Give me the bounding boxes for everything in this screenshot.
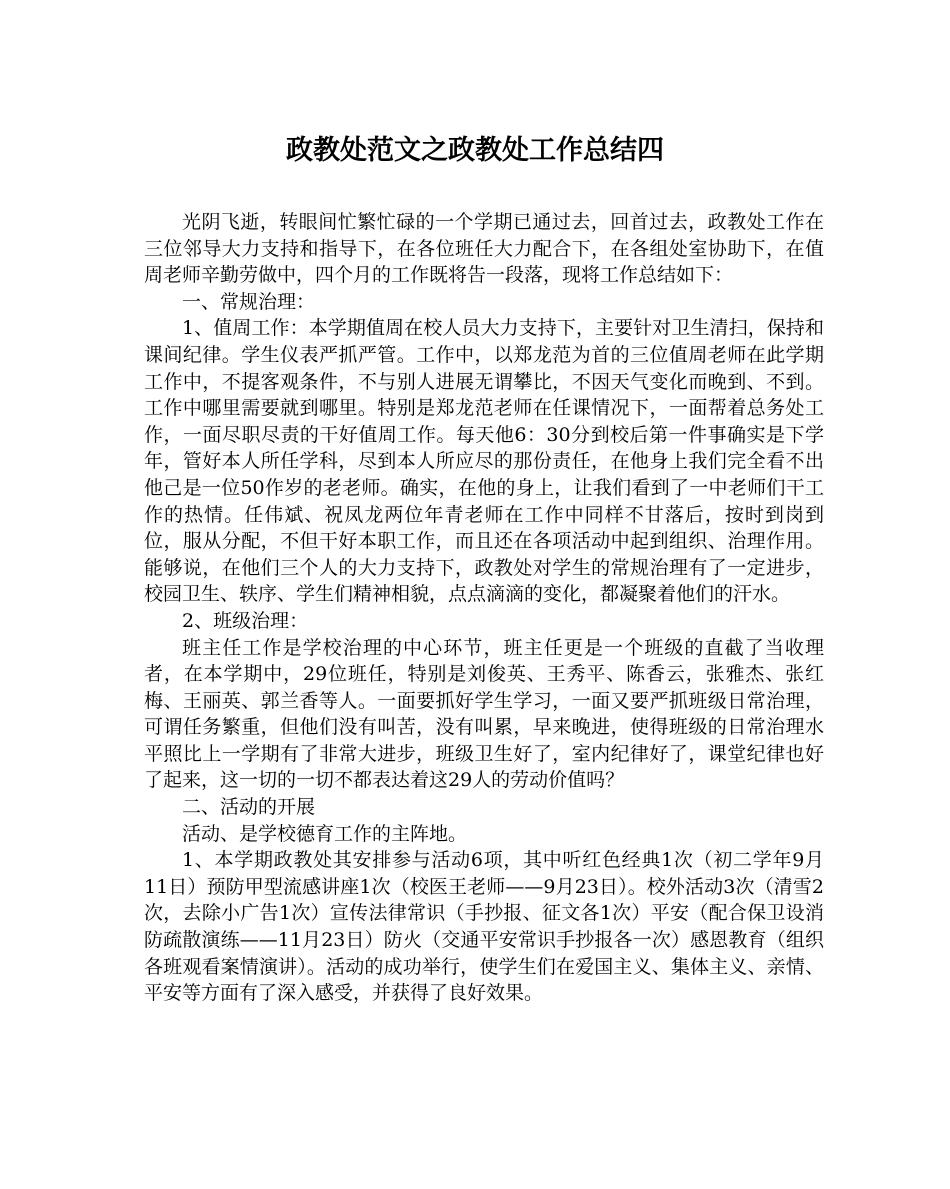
paragraph-activities-list: 1、本学期政教处其安排参与活动6项，其中听红色经典1次（初二学年9月11日）预防甲型流感讲座1次（校医王老师——9月23日）。校外活动3次（清雪2次，去除小广告1次）宣传法律常识（手抄报、征文各1次）平安（配合保卫设消防疏散演练——11月23日）防火（交通平安常识手抄报各一次）感恩教育（组织各班观看案情演讲）。活动的成功举行，使学生们在爱国主义、集体主义、亲情、平安等方面有了深入感受，并获得了良好效果。 xyxy=(144,849,824,1005)
paragraph-activities-intro: 活动、是学校德育工作的主阵地。 xyxy=(182,822,468,845)
heading-routine-management: 一、常规治理： xyxy=(182,290,316,313)
heading-activities: 二、活动的开展 xyxy=(182,796,316,819)
paragraph-duty-work: 1、值周工作：本学期值周在校人员大力支持下，主要针对卫生清扫，保持和课间纪律。学生仪表严抓严管。工作中，以郑龙范为首的三位值周老师在此学期工作中，不提客观条件，不与别人进展无谓攀比，不因天气变化而晚到、不到。工作中哪里需要就到哪里。特别是郑龙范老师在任课情况下，一面帮着总务处工作，一面尽职尽责的干好值周工作。每天他6：30分到校后第一件事确实是下学年，管好本人所任学科，尽到本人所应尽的那份责任，在他身上我们完全看不出他己是一位50作岁的老老师。确实，在他的身上，让我们看到了一中老师们干工作的热情。任伟斌、祝凤龙两位年青老师在工作中同样不甘落后，按时到岗到位，服从分配，不但干好本职工作，而且还在各项活动中起到组织、治理作用。能够说，在他们三个人的大力支持下，政教处对学生的常规治理有了一定进步，校园卫生、轶序、学生们精神相貌，点点滴滴的变化，都凝聚着他们的汗水。 xyxy=(144,317,824,606)
paragraph-intro: 光阴飞逝，转眼间忙繁忙碌的一个学期已通过去，回首过去，政教处工作在三位邻导大力支持和指导下，在各位班任大力配合下，在各组处室协助下，在值周老师辛勤劳做中，四个月的工作既将告一段落，现将工作总结如下： xyxy=(144,211,824,287)
paragraph-class-management: 班主任工作是学校治理的中心环节，班主任更是一个班级的直截了当收理者，在本学期中，29位班任，特别是刘俊英、王秀平、陈香云，张雅杰、张红梅、王丽英、郭兰香等人。一面要抓好学生学习，一面又要严抓班级日常治理，可谓任务繁重，但他们没有叫苦，没有叫累，早来晚进，使得班级的日常治理水平照比上一学期有了非常大进步，班级卫生好了，室内纪律好了，课堂纪律也好了起来，这一切的一切不都表达着这29人的劳动价值吗？ xyxy=(144,636,824,792)
document-body xyxy=(144,209,824,1007)
heading-class-management: 2、班级治理： xyxy=(182,609,309,632)
document-title: 政教处范文之政教处工作总结四 xyxy=(286,135,664,166)
